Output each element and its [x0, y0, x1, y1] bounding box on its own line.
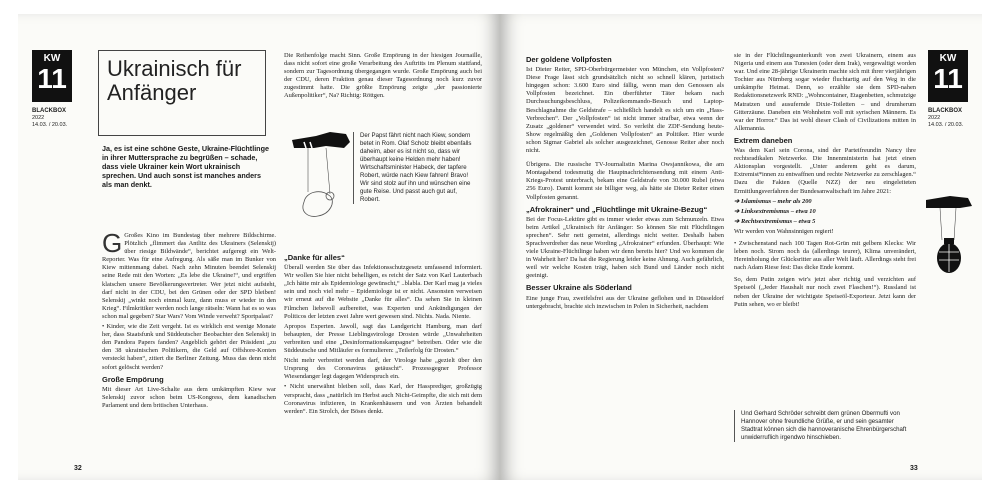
magazine-spread [18, 14, 982, 484]
paragraph: Apropos Experten. Jawoll, sagt das Landgericht Hamburg, man darf behaupten, der Presse Lieblingsvirologe Drosten würde „Unwahrheiten verbreiten und eine „Desinformationskampagne“ betreiben. Oder wie die Süddeutsche und Mitläufer es formulieren: „Teilerfolg für Drosten.“ [284, 322, 482, 355]
paragraph: • Kinder, wie die Zeit vergeht. Ist es wirklich erst wenige Monate her, dass Staatsfunk und Süddeutscher Beobachter den Selenskij in den Pandora Papers fanden? Angeblich gehört der Präsident „zu den 38 ukrainischen Politikern, die Geld auf Offshore-Konten versteckt haben“, zitiert die Berliner Zeitung. Muss das denn nicht sofort gelöscht werden? [102, 323, 276, 371]
paragraph-text: Großes Kino im Bundestag über mehrere Bildschirme. Plötzlich „flimmert das Antlitz des Ukrainers (Selenskij) über riesige Bildwände“, berichtet aufgeregt ein Welt-Reporter. Was für eine Aufregung. Als säße man im Bunker von Kiew mittenmang dabei. Nach zehn Minuten beendet Selenskij seine Rede mit den Worten: „Es lebe die Ukraine!“, und ergriffen klatschen unsere Bevölkerungsvertreter. Wer jetzt nicht aufsteht, darf nicht in der CDU, bei den Grünen oder der SPD bleiben! Selenskij „winkt noch einmal kurz, dann muss er wieder in den Krieg“. Filmkritiker werden noch lange rätseln: Wann hat es so was schon mal gegeben? Star Wars? Vom Winde verweht? Sportpalast? [102, 232, 276, 320]
column-1 [102, 228, 276, 412]
kw-badge [32, 50, 72, 102]
article-title: Ukrainisch für Anfänger [107, 56, 242, 105]
column-2-top [284, 52, 482, 103]
article-intro: Ja, es ist eine schöne Geste, Ukraine-Flüchtlinge in ihrer Muttersprache zu begrüßen – schade, dass viele Ukrainer kein Wort ukrainisch sprechen. Und auch sonst ist manches anders als man denkt. [102, 144, 269, 189]
puppeteer-hand-illustration [286, 122, 356, 222]
paragraph: sie in der Flüchtlingsunterkunft von zwei Ukrainern, einem aus Nigeria und einem aus Tunesien (oder dem Irak), vergewaltigt worden war. Und eine 28-jährige Ukrainerin machte sich mit ihrer vierjährigen Tochter aus Nürnberg sogar wieder fluchtartig auf den Weg in die umkämpfte Heimat. Denn, so erzählte sie dem SPD-nahen Redaktionsnetzwerk RND: „Wohncontainer, Etagenbetten, schmutzige Matratzen und ausufernde Dixie-Toiletten – und drumherum Gitterzäune. Daneben ein Wohnheim voll mit syrischen Männern. Es war der Horror.“ Das ist wohl dieser Clash of Civilizations mitten in Allemannia. [734, 52, 916, 132]
left-page [18, 14, 500, 480]
title-box [98, 50, 266, 136]
page-number: 33 [910, 465, 918, 472]
paragraph: Was dem Karl sein Corona, sind der Parteifreundin Nancy ihre rechtsradikalen Netzwerke. Die Innenministerin hat jetzt einen Aktionsplan vorgestellt. „Unter anderem geht es darum, Extremist*innen zu entwaffnen und rechte Netzwerke zu zerschlagen.“ Dazu die Fakten (Quelle NZZ) der neu eingeleiteten Ermittlungsverfahren der Bundesanwaltschaft im Jahre 2021: [734, 147, 916, 195]
pull-quote: Und Gerhard Schröder schreibt dem grünen Obermufti von Hannover ohne freundliche Grüße, er und sein gesamter Stadtrat können sich die hannoveranische Ehrenbürgerschaft unwiderruflich irgendwo hinschieben. [734, 410, 916, 442]
section-heading: „Danke für alles“ [284, 253, 345, 262]
grenade-puppet-illustration [920, 186, 976, 276]
stat-item: ➔ Linksextremismus – etwa 10 [734, 207, 816, 215]
column-2 [734, 52, 916, 311]
kw-label: KW [43, 53, 61, 64]
paragraph: Überall werden Sie über das Infektionsschutzgesetz umfassend informiert. Wir wollen Sie hier nicht behelligen, es reicht der Satz von Karl Lauterbach „Ich hätte mir als Epidemiologe gewünscht,“ ..blabla. Der Karl mag ja vieles sein und noch viel mehr – Epidemiologe ist er nicht. Ansonsten verweisen wir erneut auf die Website „Danke für alles“. Da sehen Sie in kleinen Filmchen liebevoll aufbereitet, was Experten und Ankündigungen der Politicos der letzten zwei Jahre wert gewesen sind. Nichts. Nada. Niente. [284, 264, 482, 320]
paragraph: Bei der Focus-Lektüre gibt es immer wieder etwas zum Schmunzeln. Etwa beim Artikel „Ukrainisch für Anfänger: So können Sie mit Flüchtlingen sprechen“. Sehr nett gemeint, allerdings nicht weiter. Deshalb haben Sprachverdreher das neue Wording „Afrokrainer“ erfunden. Überhaupt: Wie viele Ukraine-Flüchtlinge haben wir denn bereits hier? Und wo kommen die in Wahrheit her? Da hat die Regierung leider keine Ahnung. Auch gefährlich, weil wir welche Kosten trägt, haben sich Bund und Länder noch nicht geeinigt. [526, 215, 724, 280]
dropcap: G [102, 228, 123, 258]
section-heading: Große Empörung [102, 374, 164, 384]
section-heading: Extrem daneben [734, 135, 793, 145]
paragraph: • Zwischenstand nach 100 Tagen Rot-Grün mit gelbem Klecks: Wir leben noch. Strom noch da (allerdings teurer), Klima unverändert, Hereinholung der Glücksritter aus aller Welt läuft. Allerdings steht frei nach Adam Riese fest: Das dicke Ende kommt. [734, 239, 916, 272]
paragraph: Wir werden von Wahnsinnigen regiert! [734, 227, 834, 235]
paragraph: Mit dieser Art Live-Schalte aus dem umkämpften Kiew war Selenskij zuvor schon beim US-Kongress, dem kanadischen Parlament und dem britischen Unterhaus. [102, 385, 276, 409]
kw-badge [928, 50, 968, 102]
kw-number: 11 [933, 63, 963, 94]
paragraph: Nicht mehr verbreitet werden darf, der Virologe habe „gezielt über den Ursprung des Coronavirus getäuscht“. Prozessgegner Professor Wiesendanger legt dagegen Widerspruch ein. [284, 357, 482, 381]
section-heading: „Afrokrainer“ und „Flüchtlinge mit Ukraine-Bezug“ [526, 204, 708, 214]
paragraph: So, dem Putin zeigen wir's jetzt aber richtig und verzichten auf Speiseöl („Jeder Haushalt nur noch zwei Flaschen!“). Russland ist neben der Ukraine der wichtigste Speiseöl-Exporteur. Jetzt kann der Putin sehen, wo er bleibt! [734, 276, 916, 308]
right-page [500, 14, 982, 480]
paragraph: Ist Dieter Reiter, SPD-Oberbürgermeister von München, ein Vollpfosten? Diese Frage lässt sich grundsätzlich nicht so schnell klären, juristisch hingegen schon: 3.600 Euro sind fällig, wenn man den Genossen als Vollpfosten bezeichnet. Ein überführter Täter bekam nach Durchsuchungsbeschluss, Polizeikommando-Besuch und Laptop-Beschlagnahme die Geldstrafe – schließlich handelt es sich um ein „Hass-Verbrechen“. Der „Vollpfosten“ ist nicht immer strafbar, etwa wenn der Zusatz „goldener“ verwendet wird. So verleiht die ZDF-Sendung heute-Show regelmäßig den „Goldenen Vollpfosten“ an Politiker. Hier wurde schon Sigmar Gabriel als solcher ausgezeichnet, Genosse Reiter aber noch nicht. [526, 66, 724, 155]
section-heading: Der goldene Vollpfosten [526, 55, 612, 64]
column-2 [284, 250, 482, 418]
dates-label: 14.03. / 20.03. [32, 122, 68, 128]
column-1 [526, 52, 724, 313]
paragraph: Eine junge Frau, zweifelsfrei aus der Ukraine geflohen und in Düsseldorf untergebracht, brachte sich inzwischen in Polen in Sicherheit, nachdem [526, 294, 724, 310]
paragraph: Übrigens. Die russische TV-Journalistin Marina Owsjannikowa, die am Montagabend todesmutig die Hauptnachrichtensendung mit einem Anti-Kriegs-Protest unterbrach, bekam eine Geldstrafe von 30.000 Rubel (etwa 256 Euro). Damit kommt sie billiger weg, als hätte sie Dieter Reiter einen Vollpfosten genannt. [526, 161, 724, 201]
section-heading: Besser Ukraine als Söderland [526, 283, 632, 293]
brand-label: BLACKBOX [32, 108, 66, 114]
paragraph [102, 228, 276, 321]
dates-label: 14.03. / 20.03. [928, 122, 964, 128]
year-label: 2022 [32, 115, 45, 121]
stat-item: ➔ Rechtsextremismus – etwa 5 [734, 217, 816, 225]
side-meta [32, 108, 82, 129]
year-label: 2022 [928, 115, 941, 121]
page-number: 32 [74, 465, 82, 472]
paragraph: • Nicht unerwähnt bleiben soll, dass Karl, der Hassprediger, großzügig verspracht, dass „natürlich im Herbst auch Nicht-Geimpfte, die sich mit dem Coronavirus infizieren, in Krankenhäusern und von Ärzten behandelt werden“. Ein Strolch, der Böses denkt. [284, 383, 482, 415]
paragraph: Die Reihenfolge macht Sinn. Große Empörung in der hiesigen Journaille, dass nicht sofort eine große Verarbeitung des Auftritts im Plenum stattfand, sondern zur Tagesordnung übergegangen wurde. Große Empörung auch bei der CDU, deren Fraktion genau dieser Tagesordnung noch kurz zuvor zugestimmt hatte. Die größte Empörung zeigte „der passionierte Außenpolitiker“, Na? Richtig: Röttgen. [284, 52, 482, 100]
side-meta [928, 108, 978, 129]
brand-label: BLACKBOX [928, 108, 962, 114]
pull-quote: Der Papst fährt nicht nach Kiew, sondern betet in Rom. Olaf Scholz bleibt ebenfalls daheim, aber es ist nicht so, dass wir überhaupt keine Helden mehr haben! Wirtschaftsminister Habeck, der tapfere Robert, würde nach Kiew fahren! Bravo! Wir sind stolz auf ihn und wünschen eine gute Reise. Und passt auch gut auf, Robert. [353, 132, 478, 204]
stat-item: ➔ Islamismus – mehr als 200 [734, 197, 812, 205]
kw-label: KW [939, 53, 957, 64]
kw-number: 11 [37, 63, 67, 94]
